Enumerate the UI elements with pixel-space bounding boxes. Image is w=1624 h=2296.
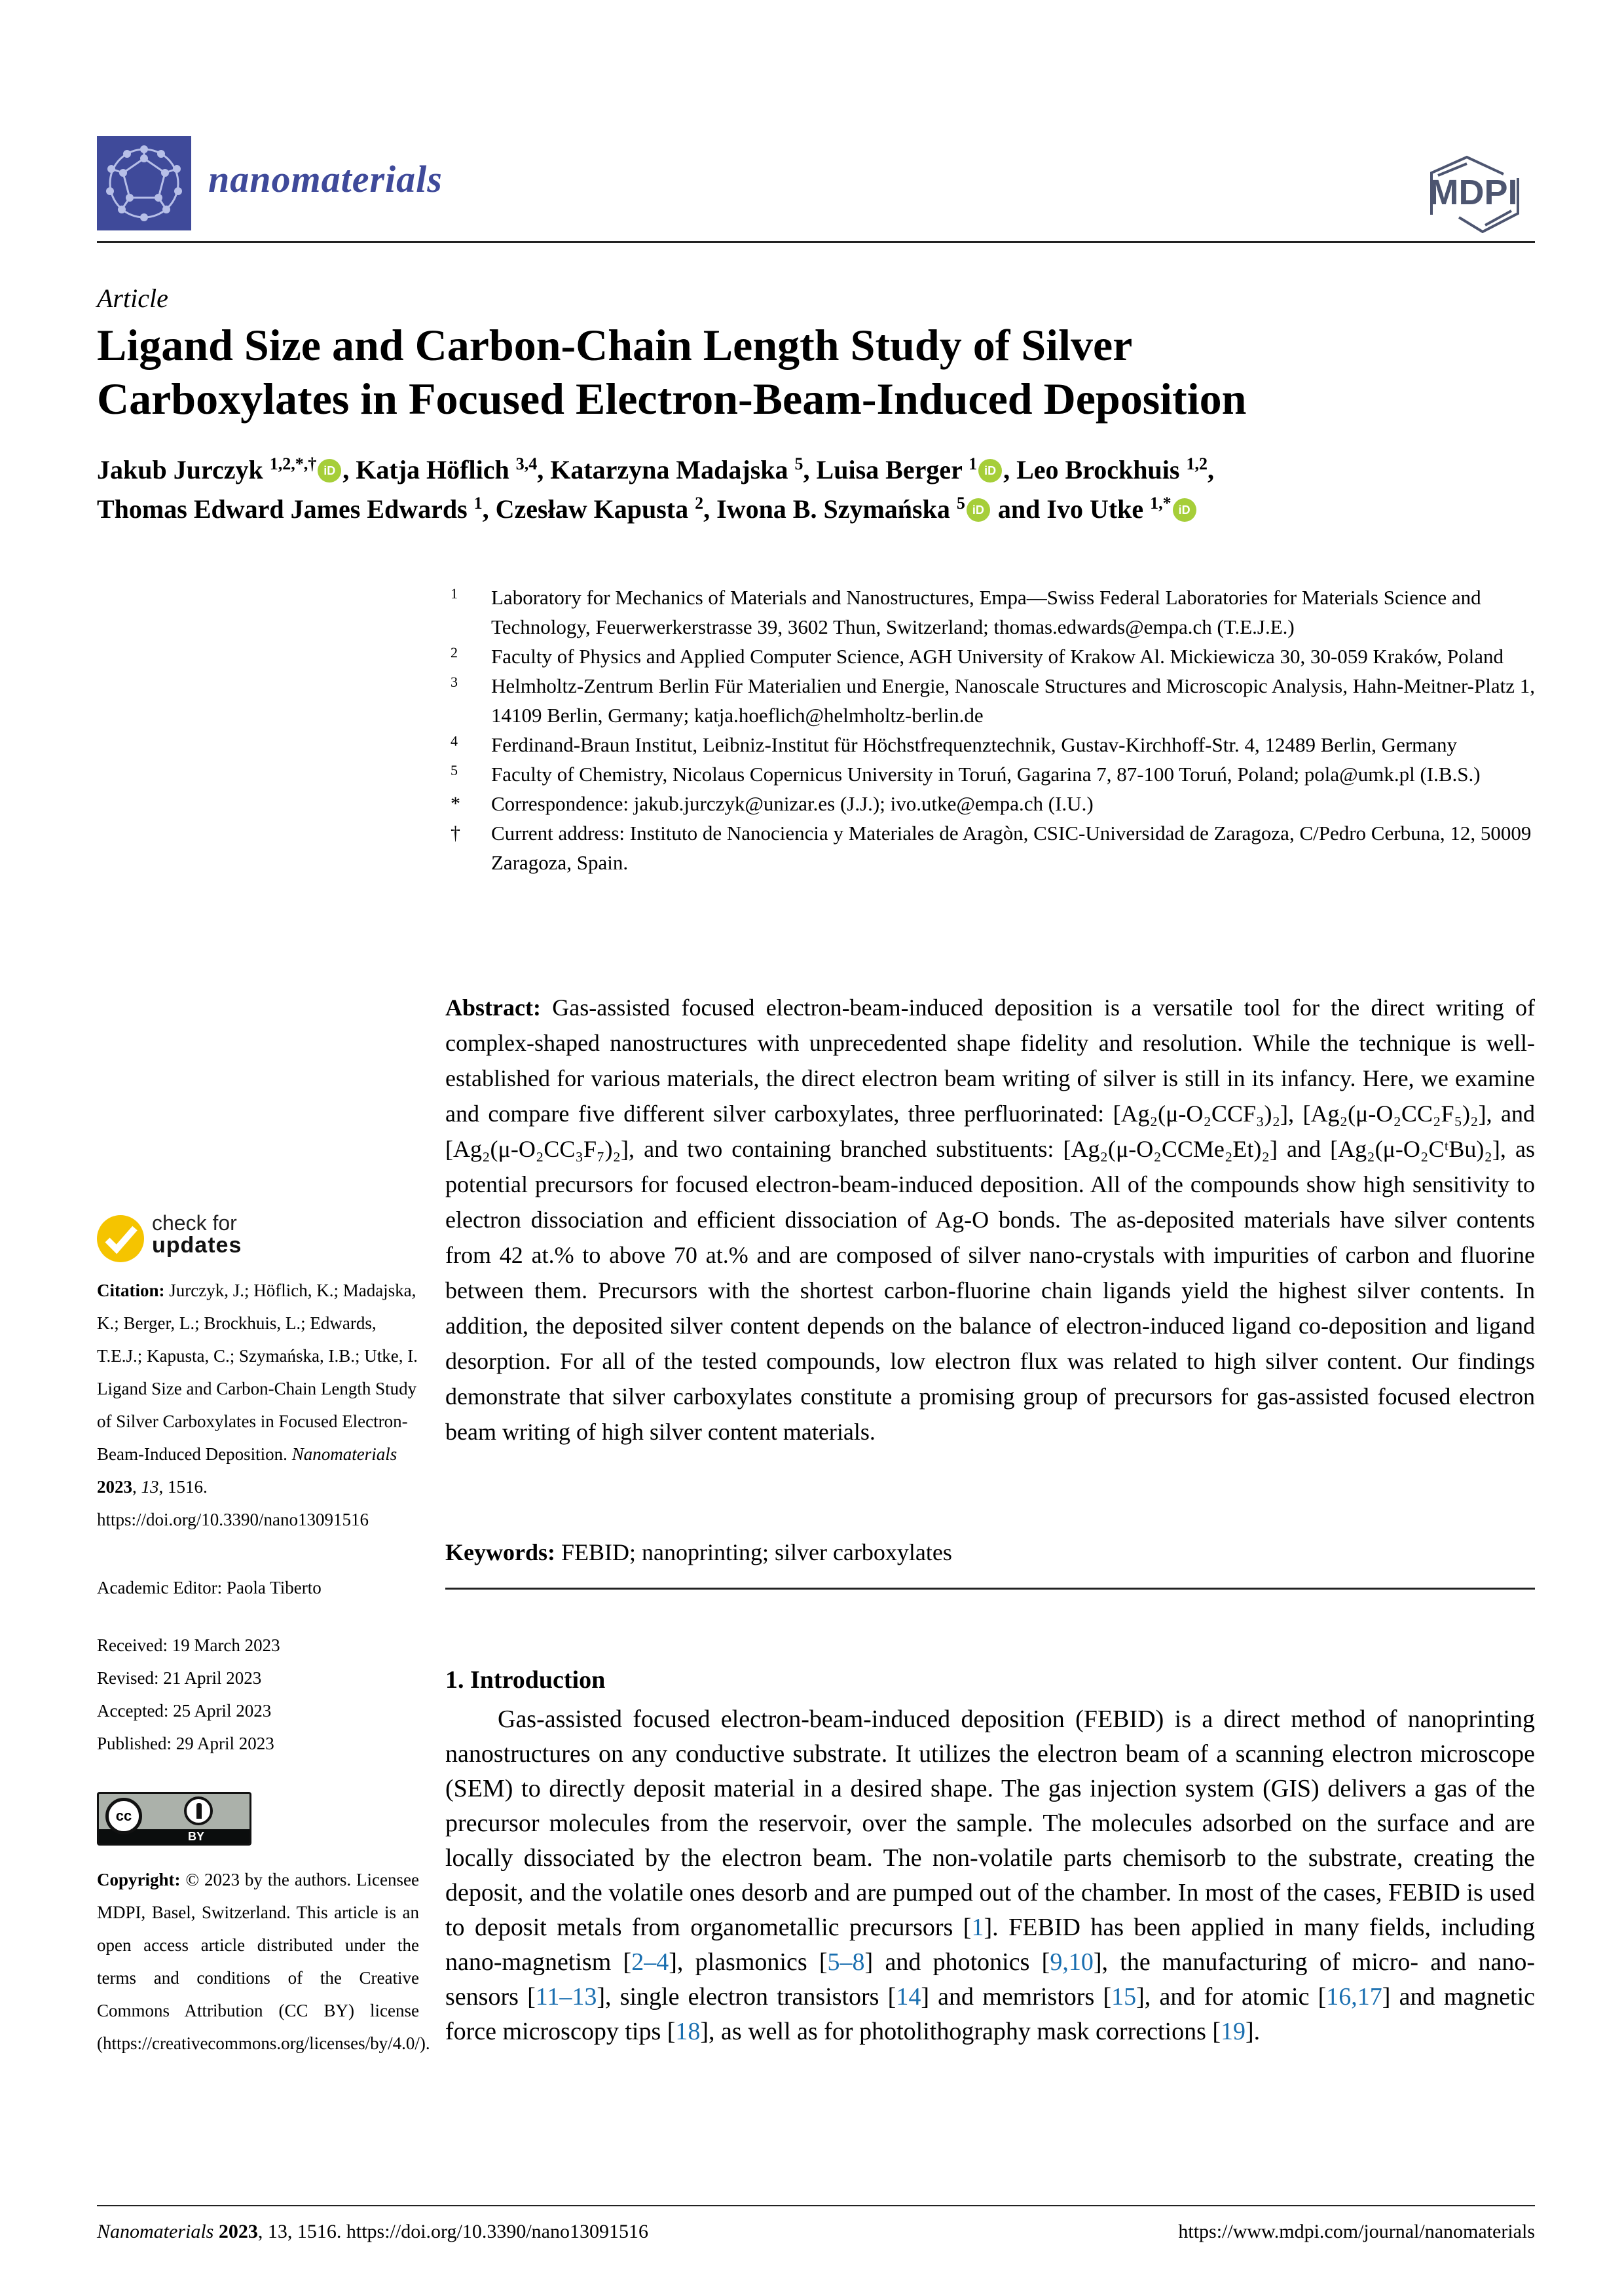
orcid-icon[interactable]: iD — [318, 459, 341, 483]
author-name: Katja Höflich — [356, 455, 516, 484]
title-line-2: Carboxylates in Focused Electron-Beam-Induced Deposition — [97, 374, 1247, 424]
publication-dates — [97, 1629, 280, 1760]
reference-link[interactable]: 1 — [971, 1914, 984, 1941]
copyright-label: Copyright: — [97, 1870, 181, 1889]
affiliation-text: Faculty of Physics and Applied Computer Science, AGH University of Krakow Al. Mickiewicza 30, 30-059 Kraków, Poland — [491, 645, 1504, 668]
body-text: ], single electron transistors [ — [597, 1983, 896, 2011]
affiliation-text: Ferdinand-Braun Institut, Leibniz-Institut für Höchstfrequenztechnik, Gustav-Kirchhoff-Str. 4, 12489 Berlin, Germany — [491, 733, 1458, 756]
citation-label: Citation: — [97, 1281, 165, 1300]
affiliation-text: Correspondence: jakub.jurczyk@unizar.es (J.J.); ivo.utke@empa.ch (I.U.) — [491, 792, 1094, 815]
author-affiliation-marks: 1 — [969, 454, 978, 473]
affiliation-item — [445, 759, 1545, 789]
author-name: Iwona B. Szymańska — [716, 494, 957, 524]
attribution-person-icon — [184, 1796, 213, 1825]
introduction-paragraph — [445, 1702, 1535, 2049]
reference-link[interactable]: 11–13 — [535, 1983, 597, 2011]
compound-4: [Ag₂(μ-O₂CCMe₂Et)₂] — [1063, 1136, 1278, 1162]
orcid-icon[interactable]: iD — [1173, 498, 1196, 522]
reference-link[interactable]: 19 — [1221, 2018, 1246, 2045]
affiliation-text: Current address: Instituto de Nanociencia y Materiales de Aragòn, CSIC-Universidad de Zaragoza, C/Pedro Cerbuna, 12, 50009 Zaragoza, Spain. — [491, 822, 1532, 874]
reference-link[interactable]: 9,10 — [1050, 1948, 1094, 1976]
author-affiliation-marks: 5 — [956, 494, 965, 513]
citation-text: Jurczyk, J.; Höflich, K.; Madajska, K.; Berger, L.; Brockhuis, L.; Edwards, T.E.J.; Kapusta, C.; Szymańska, I.B.; Utke, I. Ligand Size and Carbon-Chain Length Study of Silver Carboxylates in Focused Electron-Beam-Induced Deposition. — [97, 1281, 418, 1464]
affiliation-text: Faculty of Chemistry, Nicolaus Copernicus University in Toruń, Gagarina 7, 87-100 Toruń, Poland; pola@umk.pl (I.B.S.) — [491, 763, 1481, 786]
date-published: Published: 29 April 2023 — [97, 1734, 274, 1753]
footer-divider — [97, 2205, 1535, 2206]
citation-year: 2023 — [97, 1477, 132, 1497]
date-revised: Revised: 21 April 2023 — [97, 1668, 262, 1688]
footer-journal-url[interactable]: https://www.mdpi.com/journal/nanomaterials — [1178, 2221, 1535, 2242]
section-divider — [445, 1588, 1535, 1590]
body-text: ], as well as for photolithography mask corrections [ — [700, 2018, 1221, 2045]
author-name: Katarzyna Madajska — [550, 455, 795, 484]
footer-doi-link[interactable]: , 13, 1516. https://doi.org/10.3390/nano13091516 — [257, 2221, 648, 2242]
reference-link[interactable]: 18 — [675, 2018, 701, 2045]
title-line-1: Ligand Size and Carbon-Chain Length Study of Silver — [97, 320, 1133, 370]
reference-link[interactable]: 16,17 — [1326, 1983, 1382, 2011]
checkmark-icon — [97, 1215, 144, 1262]
author-affiliation-marks: 1,* — [1150, 494, 1172, 513]
svg-text:MDPI: MDPI — [1429, 173, 1518, 212]
footer-citation — [97, 2221, 648, 2243]
affiliation-item — [445, 730, 1545, 759]
date-accepted: Accepted: 25 April 2023 — [97, 1701, 272, 1721]
orcid-icon[interactable]: iD — [967, 498, 990, 522]
author-name: Jakub Jurczyk — [97, 455, 270, 484]
affiliation-marker: 2 — [451, 644, 458, 661]
orcid-icon[interactable]: iD — [978, 459, 1002, 483]
citation-journal: Nanomaterials — [291, 1444, 397, 1464]
author-name: Luisa Berger — [816, 455, 969, 484]
affiliation-marker: 5 — [451, 762, 458, 778]
affiliation-text: Laboratory for Mechanics of Materials and Nanostructures, Empa—Swiss Federal Laboratories for Materials Science and Technology, Feuerwerkerstrasse 39, 3602 Thun, Switzerland; thomas.edwards@empa.ch (T.E.J.E.) — [491, 586, 1481, 638]
author-name: Czesław Kapusta — [495, 494, 695, 524]
article-type: Article — [97, 283, 168, 313]
author-conjunction: and — [991, 494, 1047, 524]
author-name: Thomas Edward James Edwards — [97, 494, 474, 524]
compound-3: [Ag₂(μ-O₂CC₃F₇)₂] — [445, 1136, 629, 1162]
journal-name[interactable]: nanomaterials — [208, 158, 443, 200]
author-list: Jakub Jurczyk $^{1,2,*,\dagger}$ iD , Katja Höflich $^{3,4}$, Katarzyna Madajska $^5$, Luisa Berger $^1$ iD , Leo Brockhuis $^{1,2}$, Thomas Edward James Edwards $^1$, Czesław Kapusta $^2$, Iwona B. Szymańska $^5$ iD and Ivo Utke $^{1,*}$ iD — [97, 454, 1214, 524]
header-divider — [97, 241, 1535, 243]
date-received: Received: 19 March 2023 — [97, 1635, 280, 1655]
affiliation-marker: 3 — [451, 674, 458, 690]
body-text: ] and memristors [ — [921, 1983, 1112, 2011]
citation-block: Citation: Jurczyk, J.; Höflich, K.; Madajska, K.; Berger, L.; Brockhuis, L.; Edwards, T.E.J.; Kapusta, C.; Szymańska, I.B.; Utke, I. Ligand Size and Carbon-Chain Length Study of Silver Carboxylates in Focused Electron-Beam-Induced Deposition. Nanomaterials 2023, 13, 1516. https://doi.org/10.3390/nano13091516 — [97, 1281, 418, 1529]
abstract-text-1: Gas-assisted focused electron-beam-induced deposition is a versatile tool for the direct writing of complex-shaped nanostructures with unprecedented shape fidelity and resolution. While the technique is well-established for various materials, the direct electron beam writing of silver is still in its infancy. Here, we examine and compare five different silver carboxylates, three perfluorinated: — [445, 994, 1536, 1127]
reference-link[interactable]: 15 — [1111, 1983, 1137, 2011]
compound-1: [Ag₂(μ-O₂CCF₃)₂] — [1113, 1101, 1289, 1127]
body-text: ]. FEBID has been applied in many fields, including nano-magnetism [ — [445, 1914, 1535, 1976]
check-for-updates-button[interactable] — [97, 1211, 267, 1264]
author-name: Leo Brockhuis — [1016, 455, 1187, 484]
abstract: Abstract: Gas-assisted focused electron-beam-induced deposition is a versatile tool for the direct writing of complex-shaped nanostructures with unprecedented shape fidelity and resolution. While the technique is well-established for various materials, the direct electron beam writing of silver is still in its infancy. Here, we examine and compare five different silver carboxylates, three perfluorinated: [Ag₂(μ-O₂CCF₃)₂], [Ag₂(μ-O₂CC₂F₅)₂], and [Ag₂(μ-O₂CC₃F₇)₂], and two containing branched substituents: [Ag₂(μ-O₂CCMe₂Et)₂] and [Ag₂(μ-O₂CᵗBu)₂], as potential precursors for focused electron-beam-induced deposition. All of the compounds show high sensitivity to electron dissociation and efficient dissociation of Ag-O bonds. The as-deposited materials have silver contents from 42 at.% to above 70 at.% and are composed of silver nano-crystals with impurities of carbon and fluorine between them. Precursors with the shortest carbon-fluorine chain ligands yield the highest silver contents. In addition, the deposited silver content depends on the balance of electron-induced ligand co-deposition and ligand desorption. For all of the tested compounds, low electron flux was related to high silver content. Our findings demonstrate that silver carboxylates constitute a promising group of precursors for gas-assisted focused electron beam writing of high silver content materials. — [445, 994, 1536, 1445]
affiliation-item — [445, 671, 1545, 730]
affiliation-marker: * — [451, 793, 460, 814]
abstract-label: Abstract: — [445, 994, 541, 1021]
affiliation-item — [445, 642, 1545, 671]
affiliation-marker: † — [451, 822, 460, 844]
section-heading-introduction: 1. Introduction — [445, 1666, 606, 1694]
citation-volume: 13 — [141, 1477, 159, 1497]
keywords-text: FEBID; nanoprinting; silver carboxylates — [561, 1539, 952, 1565]
body-text: Gas-assisted focused electron-beam-induced deposition (FEBID) is a direct method of nanoprinting nanostructures on any conductive substrate. It utilizes the electron beam of a scanning electron microscope (SEM) to directly deposit material in a desired shape. The gas injection system (GIS) delivers a gas of the precursor molecules from the reservoir, over the sample. The molecules adsorbed on the surface and are locally dissociated by the electron beam. The non-volatile parts chemisorb to the substrate, creating the deposit, and the volatile ones desorb and are pumped out of the chamber. In most of the cases, FEBID is used to deposit metals from organometallic precursors [ — [445, 1705, 1535, 1941]
academic-editor: Academic Editor: Paola Tiberto — [97, 1578, 322, 1597]
fullerene-icon — [97, 136, 191, 230]
affiliation-item — [445, 818, 1545, 877]
author-affiliation-marks: 1,2,*,† — [269, 454, 317, 473]
footer-year: 2023 — [218, 2221, 258, 2242]
body-text: ], the manufacturing of micro- and nano-sensors [ — [445, 1948, 1535, 2011]
copyright-notice — [97, 1863, 430, 2060]
abstract-text-2: , as potential precursors for focused electron-beam-induced deposition. All of the compounds show high sensitivity to electron dissociation and efficient dissociation of Ag-O bonds. The as-deposited materials have silver contents from 42 at.% to above 70 at.% and are composed of silver nano-crystals with impurities of carbon and fluorine between them. Precursors with the shortest carbon-fluorine chain ligands yield the highest silver contents. In addition, the deposited silver content depends on the balance of electron-induced ligand co-deposition and ligand desorption. For all of the tested compounds, low electron flux was related to high silver content. Our findings demonstrate that silver carboxylates constitute a promising group of precursors for gas-assisted focused electron beam writing of high silver content materials. — [445, 1136, 1536, 1445]
body-text: ], plasmonics [ — [669, 1948, 828, 1976]
body-text: ] and magnetic force microscopy tips [ — [445, 1983, 1535, 2045]
body-text: ], and for atomic [ — [1136, 1983, 1327, 2011]
author-affiliation-marks: 3,4 — [515, 454, 538, 473]
by-label: BY — [188, 1830, 205, 1843]
author-affiliation-marks: 2 — [695, 494, 704, 513]
footer-journal: Nanomaterials — [97, 2221, 214, 2242]
body-text: ]. — [1246, 2018, 1261, 2045]
citation-doi-link[interactable]: , 1516. https://doi.org/10.3390/nano13091516 — [97, 1477, 369, 1529]
cc-icon: cc — [105, 1798, 142, 1834]
author-affiliation-marks: 1,2 — [1186, 454, 1208, 473]
reference-link[interactable]: 2–4 — [631, 1948, 669, 1976]
cc-by-license-badge[interactable] — [97, 1792, 251, 1846]
mdpi-logo[interactable] — [1408, 152, 1539, 233]
article-title — [97, 318, 1538, 426]
author-affiliation-marks: 5 — [794, 454, 803, 473]
compound-5: [Ag₂(μ-O₂CᵗBu)₂] — [1330, 1136, 1500, 1162]
reference-link[interactable]: 5–8 — [827, 1948, 865, 1976]
copyright-text: © 2023 by the authors. Licensee MDPI, Basel, Switzerland. This article is an open access article distributed under the terms and conditions of the Creative Commons Attribution (CC BY) license (https://creativecommons.org/licenses/by/4.0/). — [97, 1870, 430, 2053]
affiliation-marker: 1 — [451, 585, 458, 602]
author-affiliation-marks: 1 — [473, 494, 483, 513]
check-for-label: check for — [152, 1211, 237, 1235]
affiliation-item — [445, 583, 1545, 642]
reference-link[interactable]: 14 — [896, 1983, 921, 2011]
compound-2: [Ag₂(μ-O₂CC₂F₅)₂] — [1302, 1101, 1486, 1127]
affiliation-text: Helmholtz-Zentrum Berlin Für Materialien und Energie, Nanoscale Structures and Microscopic Analysis, Hahn-Meitner-Platz 1, 14109 Berlin, Germany; katja.hoeflich@helmholtz-berlin.de — [491, 674, 1536, 727]
affiliation-marker: 4 — [451, 733, 458, 749]
journal-logo — [97, 136, 191, 230]
updates-label: updates — [152, 1233, 242, 1258]
affiliations — [445, 583, 1545, 877]
author-name: Ivo Utke — [1046, 494, 1151, 524]
affiliation-item — [445, 789, 1545, 818]
body-text: ] and photonics [ — [864, 1948, 1050, 1976]
keywords — [445, 1539, 952, 1566]
keywords-label: Keywords: — [445, 1539, 555, 1565]
